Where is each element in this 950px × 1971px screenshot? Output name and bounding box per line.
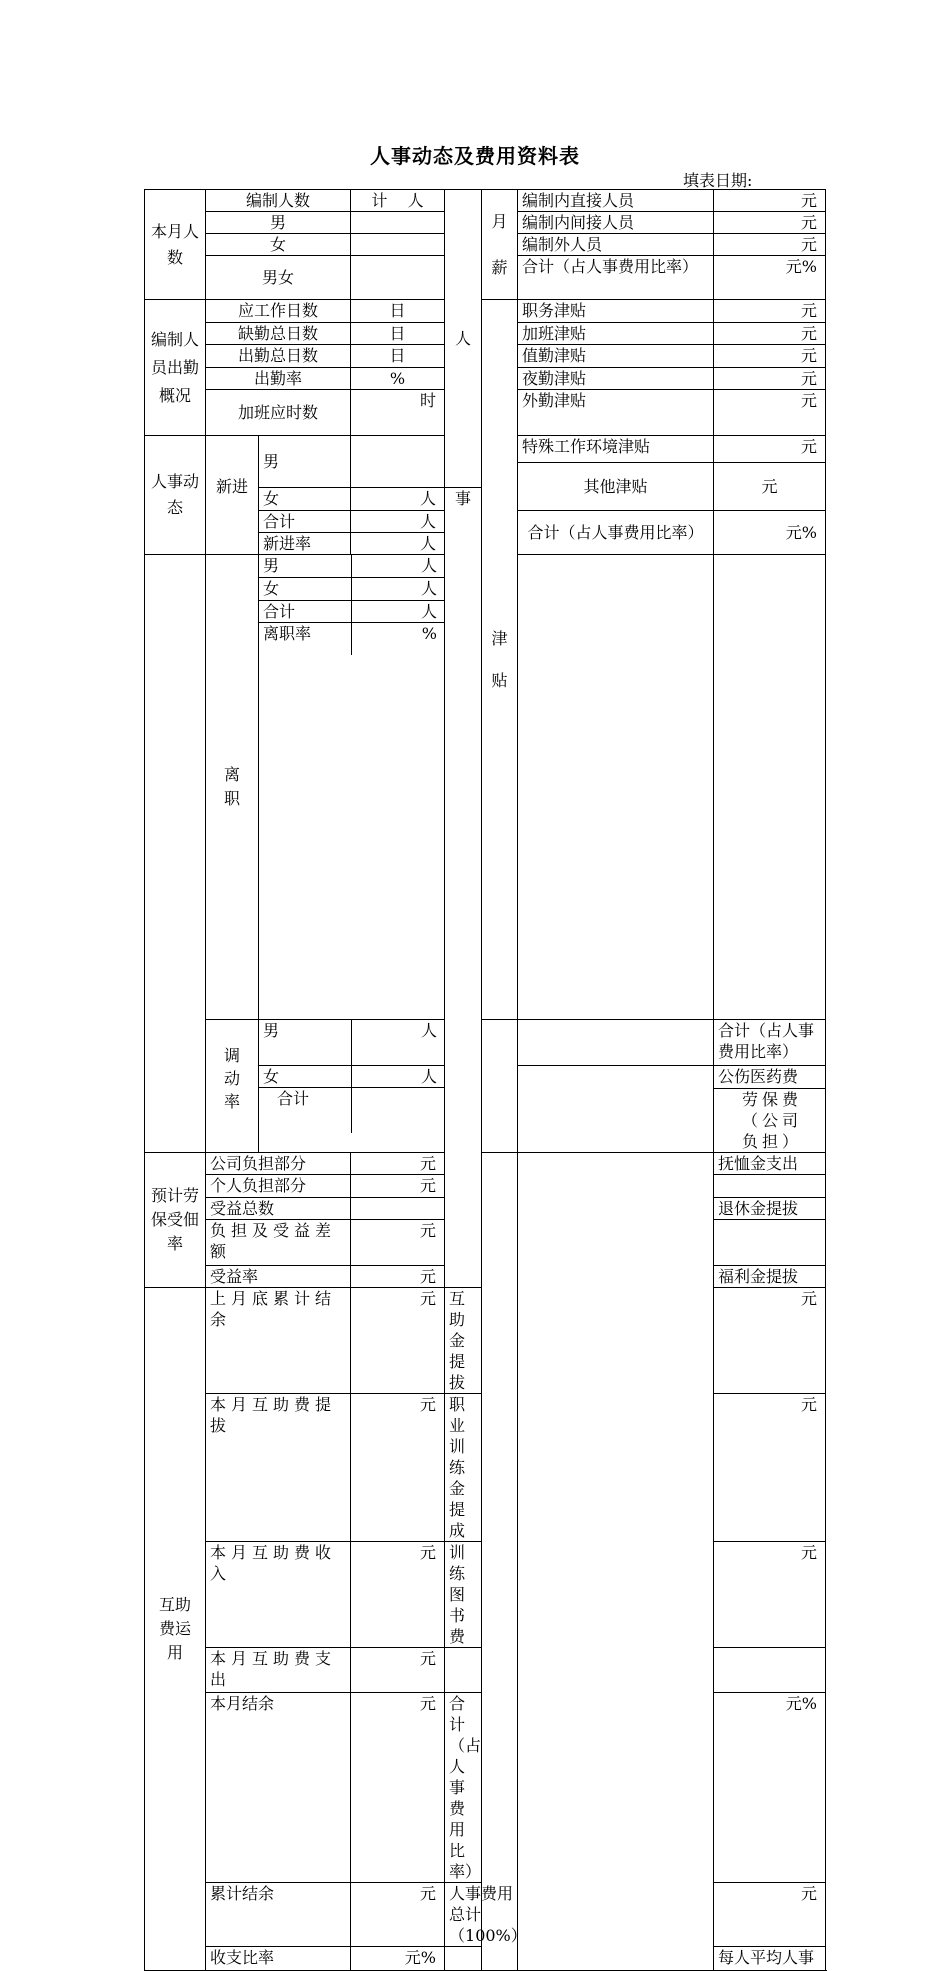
other-item-label <box>714 1175 826 1198</box>
salary-item-value: 元 <box>714 234 826 256</box>
leave-row-value: 人 <box>351 600 445 622</box>
new-hire-row-value: 人 <box>351 533 445 555</box>
new-hire-row-label: 男 <box>259 436 351 488</box>
personnel-char-ren: 人 <box>445 190 482 488</box>
allowance-other-label: 其他津贴 <box>518 463 714 511</box>
dynamics-blank-cell <box>145 555 206 1153</box>
leave-label: 离职 <box>206 555 259 1020</box>
transfer-row-value <box>351 1087 445 1133</box>
leave-row-label: 合计 <box>259 600 351 622</box>
attendance-value: 时 <box>351 390 445 436</box>
bonus-total-label: 合计（占人事费用比率） <box>714 1020 825 1066</box>
new-hire-row-value: 人 <box>351 488 445 511</box>
other-item-label: 退休金提拔 <box>714 1198 826 1220</box>
allowance-item-value: 元 <box>714 368 826 390</box>
personnel-char-shi: 事 <box>445 488 482 1288</box>
allowance-total-label: 合计（占人事费用比率） <box>518 511 714 555</box>
leave-row-value: 人 <box>351 555 445 577</box>
mutual-value: 元 <box>351 1288 445 1394</box>
new-hire-row-value: 人 <box>351 511 445 533</box>
lower-blank-left <box>518 1153 714 1971</box>
attendance-label: 应工作日数 <box>206 300 351 323</box>
allowance-item-label: 外勤津贴 <box>518 390 714 436</box>
page-title: 人事动态及费用资料表 <box>370 144 580 168</box>
new-hire-row-value <box>351 436 445 488</box>
allowance-item-label: 职务津贴 <box>518 300 714 323</box>
other-item-label: 抚恤金支出 <box>714 1153 826 1175</box>
other-item-value: 元 <box>714 1288 826 1394</box>
mutual-value: 元 <box>351 1542 445 1648</box>
transfer-row-label: 女 <box>259 1065 351 1087</box>
insurance-section-label: 预计劳保受佃率 <box>145 1153 206 1288</box>
mutual-label: 本月互助费支出 <box>206 1648 351 1693</box>
mutual-value: 元% <box>351 1947 445 1971</box>
headcount-value <box>351 212 445 234</box>
allowance-item-value: 元 <box>714 345 826 368</box>
leave-row-value: % <box>351 622 445 655</box>
insurance-value: 元 <box>351 1266 445 1288</box>
salary-section-label: 月薪 <box>482 190 518 300</box>
other-item-label: 福利金提拔 <box>714 1266 826 1288</box>
mutual-value: 元 <box>351 1693 445 1883</box>
avg-cost-label: 每人平均人事 <box>714 1947 826 1971</box>
mutual-section-label: 互助费运用 <box>145 1288 206 1971</box>
new-hire-row-label: 合计 <box>259 511 351 533</box>
salary-total-value: 元% <box>714 256 826 300</box>
new-hire-label: 新进 <box>206 436 259 555</box>
allowance-item-label: 值勤津贴 <box>518 345 714 368</box>
insurance-value: 元 <box>351 1153 445 1175</box>
other-item-label <box>714 1220 826 1266</box>
mutual-label: 本月互助费提拔 <box>206 1394 351 1542</box>
insurance-value <box>351 1198 445 1220</box>
allowance-item-value: 元 <box>714 323 826 345</box>
transfer-row-label: 合计 <box>259 1087 351 1133</box>
allowance-item-value: 元 <box>714 300 826 323</box>
headcount-label: 编制人数 <box>206 190 351 212</box>
grand-total-value: 元 <box>714 1883 826 1947</box>
allowance-item-label: 特殊工作环境津贴 <box>518 436 714 463</box>
headcount-label: 女 <box>206 234 351 256</box>
salary-item-label: 编制外人员 <box>518 234 714 256</box>
allowance-item-label: 加班津贴 <box>518 323 714 345</box>
mutual-label: 上月底累计结余 <box>206 1288 351 1394</box>
mutual-label: 本月互助费收入 <box>206 1542 351 1648</box>
transfer-row-value: 人 <box>351 1020 445 1065</box>
headcount-label: 男 <box>206 212 351 234</box>
transfer-block <box>259 1020 445 1153</box>
other-item-label: 劳保费（公司负担） <box>742 1090 803 1151</box>
leave-subtable <box>259 555 445 655</box>
other-total-label: 合计（占人事费用比率） <box>445 1693 482 1883</box>
transfer-row-label: 男 <box>259 1020 351 1065</box>
bonus-blank-left <box>714 555 826 1020</box>
insurance-value: 元 <box>351 1220 445 1266</box>
attendance-value: % <box>351 368 445 390</box>
other-total-value: 元% <box>714 1693 826 1883</box>
insurance-label: 受益总数 <box>206 1198 351 1220</box>
allowance-section-label: 津贴 <box>482 300 518 1020</box>
attendance-label: 加班应时数 <box>206 390 351 436</box>
other-item-label <box>445 1648 482 1693</box>
insurance-label: 公司负担部分 <box>206 1153 351 1175</box>
leave-row-label: 离职率 <box>259 622 351 655</box>
other-blank-left <box>518 1020 714 1153</box>
headcount-value <box>351 234 445 256</box>
attendance-label: 缺勤总日数 <box>206 323 351 345</box>
leave-row-label: 女 <box>259 577 351 600</box>
leave-row-label: 男 <box>259 555 351 577</box>
other-item-value: 元 <box>714 1542 826 1648</box>
other-list-top <box>714 1020 826 1153</box>
allowance-item-label: 夜勤津贴 <box>518 368 714 390</box>
transfer-label: 调动率 <box>206 1020 259 1153</box>
bonus-blank-mid <box>518 555 714 1020</box>
leave-block <box>259 555 445 1020</box>
other-item-label: 互助金提拔 <box>445 1288 482 1394</box>
headcount-value <box>351 256 445 300</box>
mutual-value: 元 <box>351 1394 445 1542</box>
dynamics-section-label: 人事动态 <box>145 436 206 555</box>
mutual-value: 元 <box>351 1883 445 1947</box>
avg-blank-mid <box>445 1947 482 1971</box>
other-item-value <box>714 1648 826 1693</box>
fill-date-label: 填表日期: <box>683 171 753 190</box>
insurance-value: 元 <box>351 1175 445 1198</box>
insurance-label: 负担及受益差额 <box>206 1220 351 1266</box>
lower-blank-mid <box>482 1153 518 1971</box>
attendance-value: 日 <box>351 300 445 323</box>
salary-item-value: 元 <box>714 190 826 212</box>
attendance-value: 日 <box>351 323 445 345</box>
other-item-label: 职业训练金提成 <box>445 1394 482 1542</box>
insurance-label: 受益率 <box>206 1266 351 1288</box>
transfer-row-value: 人 <box>351 1065 445 1087</box>
headcount-section-label: 本月人数 <box>145 190 206 300</box>
grand-total-label: 人事费用总计（100%） <box>445 1883 518 1947</box>
attendance-section-label: 编制人员出勤概况 <box>145 300 206 436</box>
salary-item-label: 编制内直接人员 <box>518 190 714 212</box>
other-item-value: 元 <box>714 1394 826 1542</box>
salary-total-label: 合计（占人事费用比率） <box>518 256 714 300</box>
attendance-label: 出勤率 <box>206 368 351 390</box>
personnel-table <box>144 189 826 1971</box>
new-hire-row-label: 女 <box>259 488 351 511</box>
salary-item-label: 编制内间接人员 <box>518 212 714 234</box>
mutual-value: 元 <box>351 1648 445 1693</box>
attendance-label: 出勤总日数 <box>206 345 351 368</box>
other-item-label: 训练图书费 <box>445 1542 482 1648</box>
headcount-label: 男女 <box>206 256 351 300</box>
headcount-value: 计 人 <box>351 190 445 212</box>
mutual-label: 累计结余 <box>206 1883 351 1947</box>
insurance-label: 个人负担部分 <box>206 1175 351 1198</box>
allowance-item-value: 元 <box>714 436 826 463</box>
allowance-other-value: 元 <box>714 463 826 511</box>
allowance-total-value: 元% <box>714 511 826 555</box>
other-blank-mid <box>482 1020 518 1153</box>
allowance-item-value: 元 <box>714 390 826 436</box>
new-hire-row-label: 新进率 <box>259 533 351 555</box>
salary-item-value: 元 <box>714 212 826 234</box>
mutual-label: 收支比率 <box>206 1947 351 1971</box>
leave-row-value: 人 <box>351 577 445 600</box>
mutual-label: 本月结余 <box>206 1693 351 1883</box>
other-item-label: 公伤医药费 <box>714 1066 825 1089</box>
attendance-value: 日 <box>351 345 445 368</box>
transfer-subtable <box>259 1020 445 1133</box>
